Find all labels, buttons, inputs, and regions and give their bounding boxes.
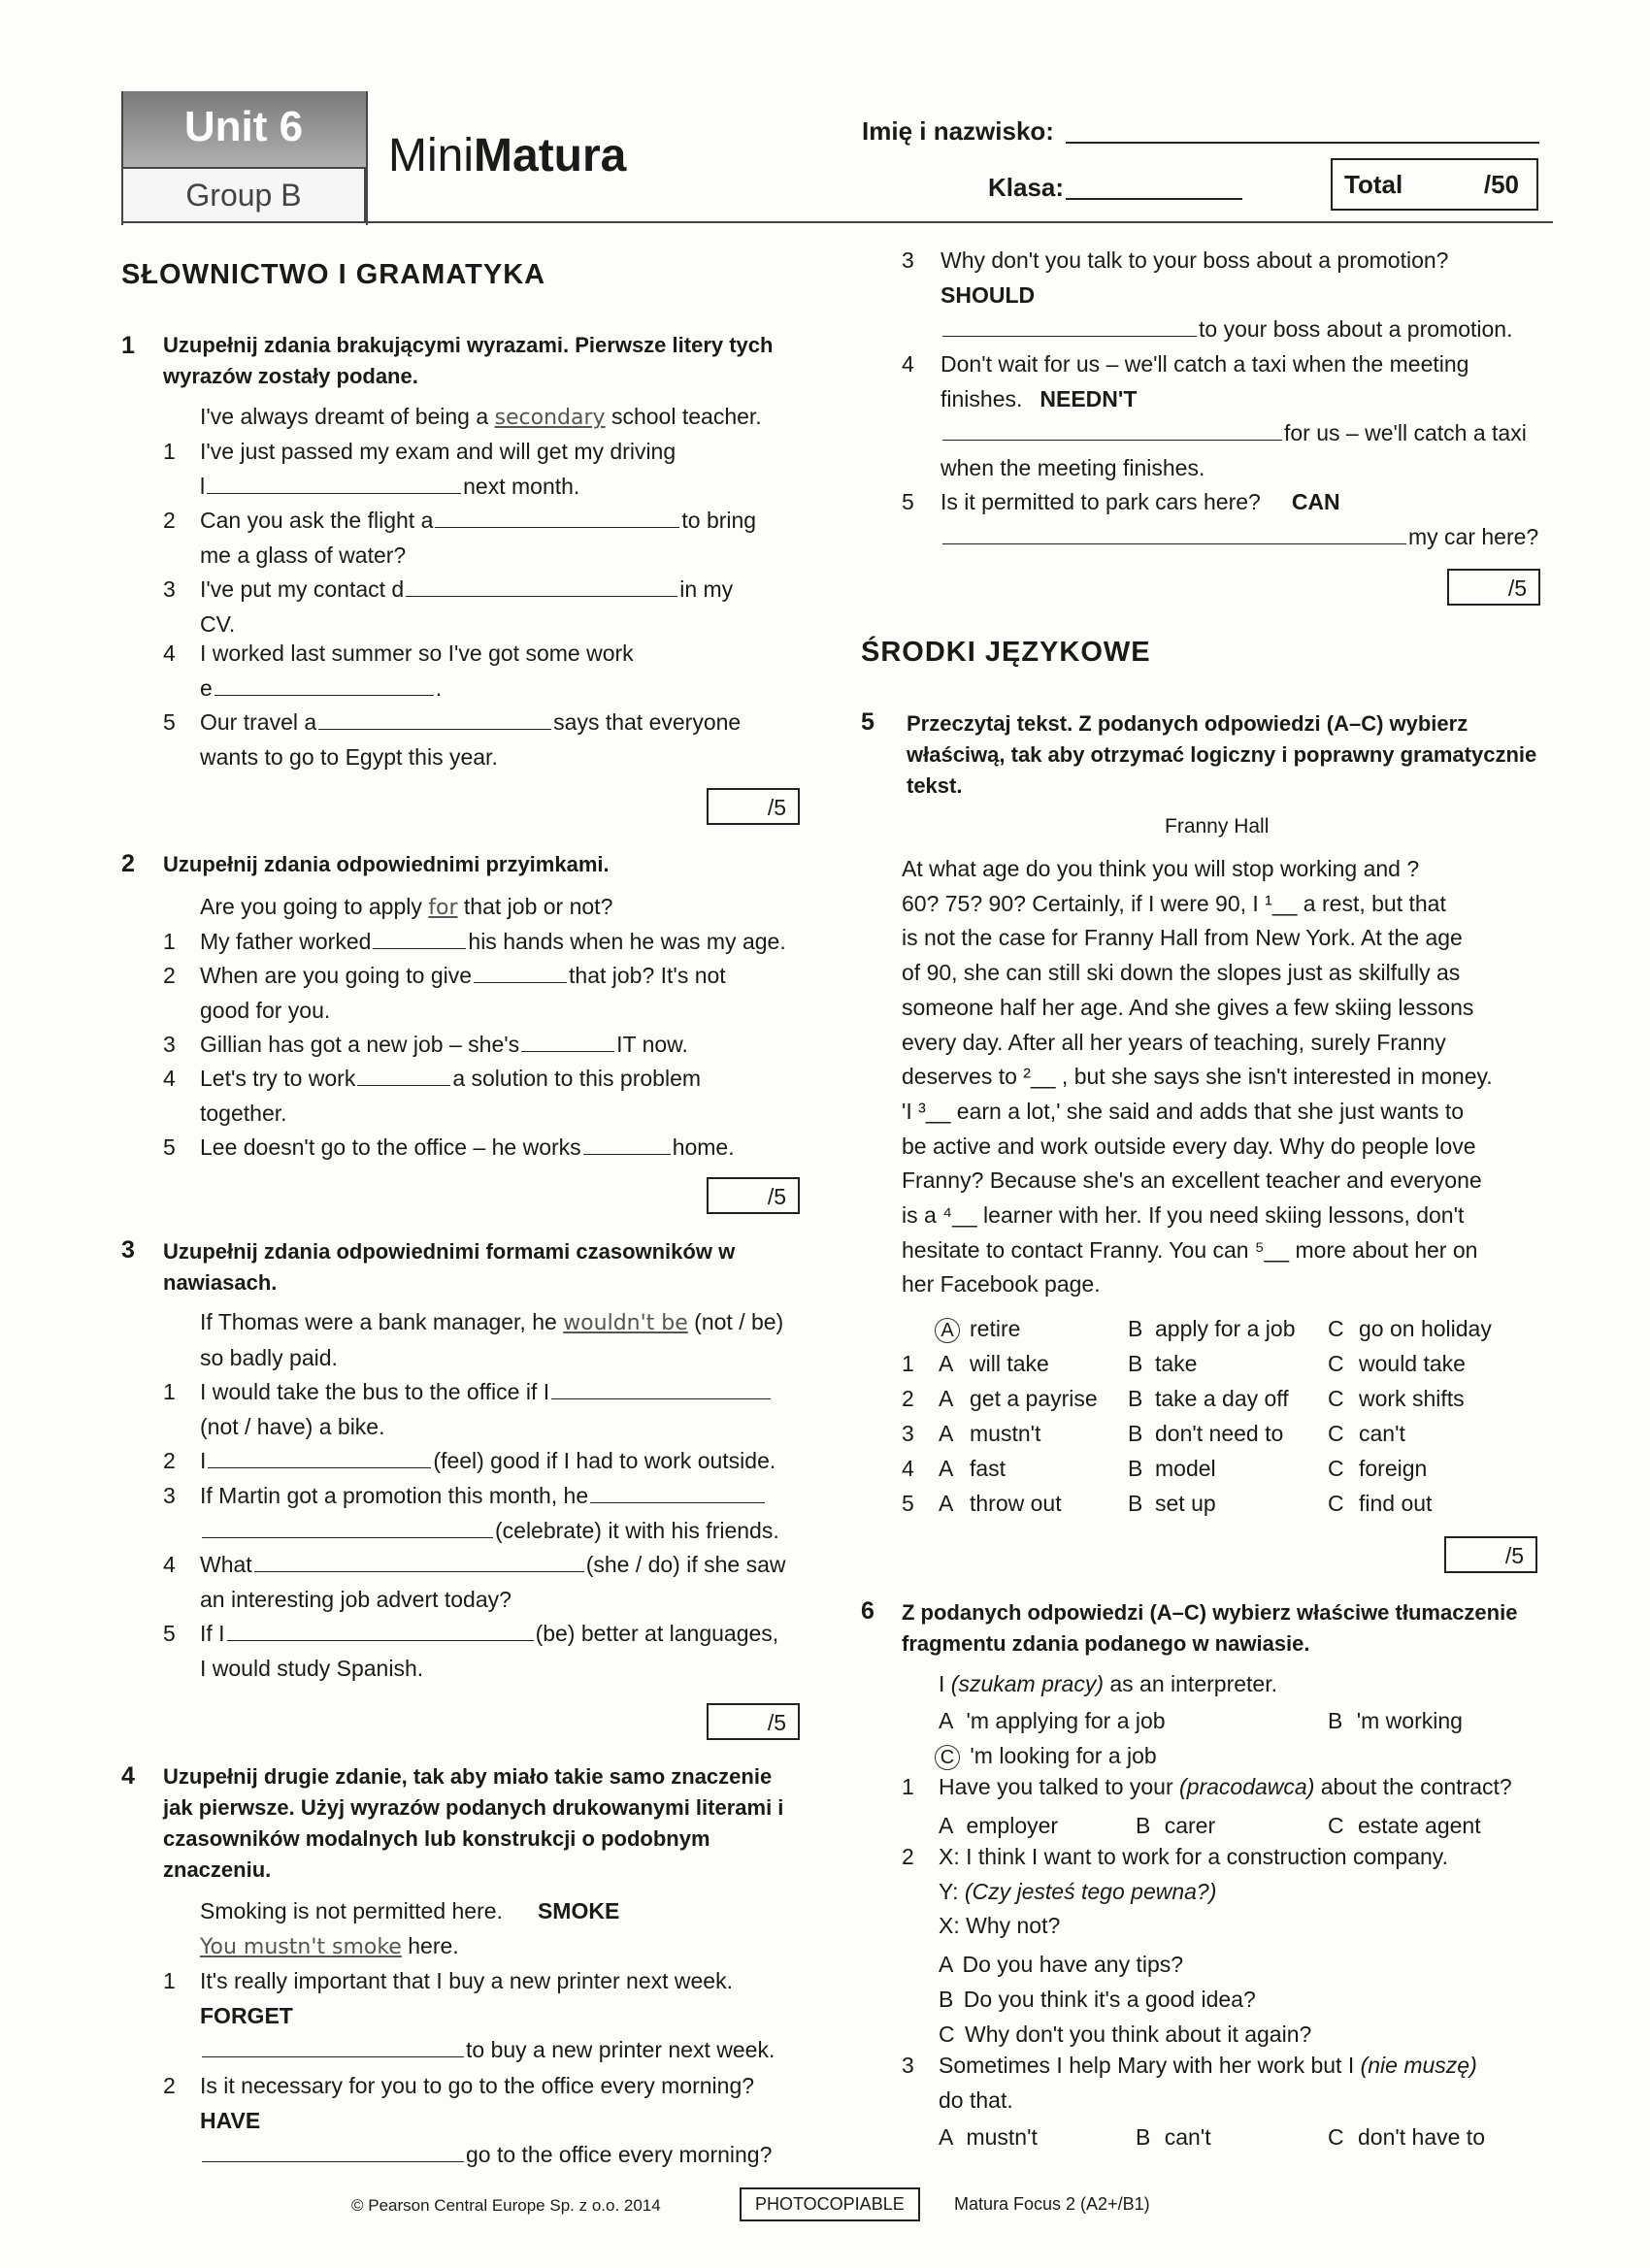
option-letter: A (939, 1421, 954, 1446)
ex3-score[interactable]: /5 (707, 1703, 800, 1740)
section-language-means: ŚRODKI JĘZYKOWE (861, 637, 1151, 668)
ex3-blank-4[interactable] (254, 1550, 584, 1572)
ex4-number: 4 (121, 1762, 135, 1790)
ex2-blank-1[interactable] (373, 927, 466, 949)
group-label: Group B (185, 178, 302, 213)
ex3-blank-2[interactable] (208, 1446, 431, 1468)
option-text: don't need to (1155, 1421, 1284, 1446)
name-label: Imię i nazwisko: (862, 116, 1054, 146)
footer-photocopiable: PHOTOCOPIABLE (740, 2187, 920, 2221)
option-letter: C (1328, 1316, 1344, 1341)
ex1-instruction: Uzupełnij zdania brakującymi wyrazami. Pierwsze litery tych wyrazów zostały podane. (163, 333, 774, 388)
ex5-option-2-c[interactable] (1328, 1386, 1465, 1412)
ex6-q3-option-c[interactable]: C don't have to (1328, 2124, 1485, 2150)
ex6-q1-option-c[interactable]: C estate agent (1328, 1813, 1481, 1838)
ex5-option-row-number: 5 (902, 1491, 914, 1516)
option-letter: B (1128, 1421, 1143, 1446)
ex5-option-3-c[interactable] (1328, 1421, 1405, 1447)
option-letter: B (1128, 1386, 1143, 1411)
ex1-blank-1[interactable] (207, 472, 461, 494)
ex6-q1-option-b[interactable]: B carer (1136, 1813, 1216, 1838)
ex5-option-5-c[interactable] (1328, 1491, 1433, 1517)
ex4-blank-1[interactable] (202, 2035, 464, 2057)
ex3-blank-3a[interactable] (590, 1481, 765, 1503)
option-text: retire (970, 1316, 1021, 1341)
option-letter: A (939, 1456, 954, 1481)
ex3-item-5: 5 If I (be) better at languages, I would study Spanish. (163, 1621, 779, 1681)
ex6-ex-option-c[interactable]: C 'm looking for a job (935, 1743, 1157, 1770)
option-text: apply for a job (1155, 1316, 1296, 1341)
ex5-option-example-b[interactable] (1128, 1316, 1296, 1342)
ex6-q2-option-c[interactable]: C Why don't you think about it again? (939, 2021, 1312, 2047)
ex5-option-4-c[interactable] (1328, 1456, 1428, 1482)
ex2-item-1: 1 My father worked his hands when he was my age. (163, 929, 786, 954)
option-letter: A (939, 1491, 954, 1516)
ex5-option-5-a[interactable] (939, 1491, 1062, 1517)
option-text: set up (1155, 1491, 1216, 1516)
option-text: model (1155, 1456, 1216, 1481)
option-letter: A (939, 1351, 954, 1376)
ex5-option-3-a[interactable] (939, 1421, 1041, 1447)
ex1-item-1: 1 I've just passed my exam and will get my driving l next month. (163, 439, 676, 499)
ex2-blank-2[interactable] (474, 961, 567, 983)
ex3-blank-3b[interactable] (202, 1516, 493, 1538)
option-letter: C (1328, 1421, 1344, 1446)
ex6-q1-option-a[interactable]: A employer (939, 1813, 1059, 1838)
ex6-q3-option-a[interactable]: A mustn't (939, 2124, 1038, 2150)
ex5-instruction: Przeczytaj tekst. Z podanych odpowiedzi (A–C) wybierz właściwą, tak aby otrzymać logiczny i poprawny gramatycznie tekst. (907, 711, 1537, 798)
ex2-instruction: Uzupełnij zdania odpowiednimi przyimkami. (163, 852, 610, 876)
ex1-example: I've always dreamt of being a secondary school teacher. (200, 404, 762, 430)
ex2-blank-4[interactable] (357, 1064, 450, 1086)
ex5-option-1-c[interactable] (1328, 1351, 1466, 1377)
ex3-item-4: 4 What (she / do) if she saw an interesting job advert today? (163, 1552, 786, 1612)
ex3-number: 3 (121, 1236, 135, 1264)
ex4-blank-4[interactable] (942, 418, 1282, 441)
option-letter: B (1128, 1491, 1143, 1516)
option-letter: B (1128, 1456, 1143, 1481)
ex2-blank-5[interactable] (583, 1133, 671, 1155)
ex5-option-2-a[interactable] (939, 1386, 1098, 1412)
ex3-example: If Thomas were a bank manager, he wouldn't be (not / be) so badly paid. (200, 1309, 784, 1370)
ex1-number: 1 (121, 332, 135, 359)
ex6-ex-option-a[interactable]: A 'm applying for a job (939, 1708, 1166, 1733)
total-box: Total /50 (1331, 158, 1538, 211)
footer-copyright: © Pearson Central Europe Sp. z o.o. 2014 (351, 2196, 661, 2215)
option-letter: C (1328, 1456, 1344, 1481)
circled-answer: C (935, 1745, 960, 1770)
section-vocab-grammar: SŁOWNICTWO I GRAMATYKA (121, 259, 546, 290)
ex5-option-row-number: 3 (902, 1421, 914, 1446)
option-text: can't (1359, 1421, 1405, 1446)
option-text: work shifts (1359, 1386, 1465, 1411)
ex6-q2-option-b[interactable]: B Do you think it's a good idea? (939, 1987, 1256, 2012)
option-text: find out (1359, 1491, 1433, 1516)
ex5-option-1-b[interactable] (1128, 1351, 1198, 1377)
ex6-instruction: Z podanych odpowiedzi (A–C) wybierz właściwe tłumaczenie fragmentu zdania podanego w nawiasie. (902, 1600, 1518, 1656)
ex3-instruction: Uzupełnij zdania odpowiednimi formami czasowników w nawiasach. (163, 1239, 736, 1295)
ex2-number: 2 (121, 850, 135, 877)
ex4-item-3: 3 Why don't you talk to your boss about a promotion? SHOULD to your boss about a promotion. (902, 247, 1513, 342)
ex1-blank-2[interactable] (435, 506, 679, 528)
ex5-score[interactable]: /5 (1444, 1536, 1537, 1573)
option-text: get a payrise (970, 1386, 1098, 1411)
option-text: fast (970, 1456, 1006, 1481)
ex5-option-5-b[interactable] (1128, 1491, 1216, 1517)
ex4-score[interactable]: /5 (1447, 569, 1540, 606)
option-letter: C (1328, 1491, 1344, 1516)
ex3-item-2: 2 I (feel) good if I had to work outside. (163, 1448, 776, 1473)
header-rule (121, 221, 1553, 223)
option-text: will take (970, 1351, 1049, 1376)
ex3-item-1: 1 I would take the bus to the office if I (not / have) a bike. (163, 1375, 823, 1444)
unit-badge (121, 91, 366, 167)
class-label: Klasa: (988, 173, 1065, 202)
ex2-blank-3[interactable] (521, 1030, 614, 1052)
option-letter: A (939, 1386, 954, 1411)
option-letter: C (1328, 1386, 1344, 1411)
ex5-number: 5 (861, 708, 874, 736)
ex4-item-1: 1 It's really important that I buy a new printer next week. FORGET to buy a new printer next week. (163, 1968, 776, 2062)
ex4-blank-5[interactable] (942, 522, 1406, 544)
option-letter: C (1328, 1351, 1344, 1376)
ex4-blank-2[interactable] (202, 2140, 464, 2162)
ex2-item-3: 3 Gillian has got a new job – she's IT now. (163, 1032, 688, 1057)
ex5-option-4-b[interactable] (1128, 1456, 1216, 1482)
ex5-option-3-b[interactable] (1128, 1421, 1284, 1447)
ex6-item-1: 1 Have you talked to your (pracodawca) about the contract? (902, 1774, 1512, 1799)
ex1-blank-3[interactable] (406, 575, 677, 597)
ex4-item-4: 4 Don't wait for us – we'll catch a taxi when the meeting finishes. NEEDN'T for us – we'll catch a taxi when the meeting finishes. (902, 351, 1527, 480)
option-text: go on holiday (1359, 1316, 1492, 1341)
ex6-example: I (szukam pracy) as an interpreter. (939, 1671, 1277, 1696)
ex3-item-3: 3 If Martin got a promotion this month, he (celebrate) it with his friends. (163, 1483, 779, 1543)
ex4-item-2: 2 Is it necessary for you to go to the office every morning? HAVE go to the office every morning? (163, 2073, 773, 2167)
option-text: foreign (1359, 1456, 1428, 1481)
ex2-item-4: 4 Let's try to work a solution to this problem together. (163, 1066, 702, 1126)
footer-book: Matura Focus 2 (A2+/B1) (954, 2194, 1150, 2214)
ex3-blank-5[interactable] (227, 1619, 534, 1641)
ex6-item-2: 2 X: I think I want to work for a construction company. Y: (Czy jesteś tego pewna?) X: Why not? (902, 1844, 1448, 1938)
group-box (121, 167, 366, 223)
ex5-option-row-number: 4 (902, 1456, 914, 1481)
ex5-option-example-a[interactable] (935, 1316, 1021, 1343)
option-text: would take (1359, 1351, 1466, 1376)
ex1-score[interactable]: /5 (707, 788, 800, 825)
ex4-example: Smoking is not permitted here. SMOKE You mustn't smoke here. (200, 1898, 620, 1959)
ex1-blank-5[interactable] (318, 707, 551, 730)
ex6-item-3: 3 Sometimes I help Mary with her work but I (nie muszę) do that. (902, 2053, 1477, 2113)
option-letter: B (1128, 1351, 1143, 1376)
ex5-option-2-b[interactable] (1128, 1386, 1289, 1412)
ex5-option-row-number: 1 (902, 1351, 914, 1376)
option-text: throw out (970, 1491, 1062, 1516)
ex6-number: 6 (861, 1597, 874, 1625)
ex3-blank-1[interactable] (551, 1377, 771, 1399)
ex5-text: At what age do you think you will stop working and ? 60? 75? 90? Certainly, if I were 90, I ¹__ a rest, but that is not the case for Franny Hall from New York. At the age of 90, she can still ski down the slopes just as skilfully as someone half her age. And she gives a few skiing lessons every day. After all her years of teaching, surely Franny deserves to ²__ , but she says she isn't interested in money. 'I ³__ earn a lot,' she said and adds that she just wants to be active and work outside every day. Why do people love Franny? Because she's an excellent teacher and everyone is a ⁴__ learner with her. If you need skiing lessons, don't hesitate to contact Franny. You can ⁵__ more about her on her Facebook page. (902, 856, 1493, 1298)
ex1-blank-4[interactable] (214, 674, 434, 696)
ex5-text-title: Franny Hall (1165, 815, 1270, 838)
option-text: take (1155, 1351, 1198, 1376)
ex1-item-5: 5 Our travel a says that everyone wants to go to Egypt this year. (163, 709, 742, 770)
ex5-option-example-c[interactable] (1328, 1316, 1492, 1342)
option-letter: B (1128, 1316, 1143, 1341)
option-text: mustn't (970, 1421, 1041, 1446)
ex4-instruction: Uzupełnij drugie zdanie, tak aby miało takie samo znaczenie jak pierwsze. Użyj wyrazów podanych drukowanymi literami i czasowników modalnych lub konstrukcji o podobnym znaczeniu. (163, 1764, 784, 1882)
ex6-q3-option-b[interactable]: B can't (1136, 2124, 1211, 2150)
ex1-item-3: 3 I've put my contact d in my CV. (163, 576, 734, 637)
class-field[interactable] (1066, 198, 1242, 200)
ex5-option-row-number: 2 (902, 1386, 914, 1411)
unit-label: Unit 6 (183, 103, 304, 150)
ex2-item-2: 2 When are you going to give that job? It's not good for you. (163, 963, 726, 1023)
ex6-q2-option-a[interactable]: A Do you have any tips? (939, 1952, 1184, 1977)
ex1-item-4: 4 I worked last summer so I've got some work e . (163, 641, 634, 701)
ex5-option-4-a[interactable] (939, 1456, 1006, 1482)
ex1-item-2: 2 Can you ask the flight a to bring me a glass of water? (163, 508, 757, 568)
page-title: MiniMatura (388, 130, 627, 181)
ex4-item-5: 5 Is it permitted to park cars here? CAN my car here? (902, 489, 1539, 549)
ex6-ex-option-b[interactable]: B 'm working (1328, 1708, 1463, 1733)
circled-answer: A (935, 1318, 960, 1343)
ex2-score[interactable]: /5 (707, 1177, 800, 1214)
option-text: take a day off (1155, 1386, 1289, 1411)
ex5-option-1-a[interactable] (939, 1351, 1049, 1377)
ex4-blank-3[interactable] (942, 314, 1197, 337)
ex2-item-5: 5 Lee doesn't go to the office – he works home. (163, 1134, 735, 1160)
name-field[interactable] (1066, 142, 1539, 144)
ex2-example: Are you going to apply for that job or not? (200, 894, 613, 920)
